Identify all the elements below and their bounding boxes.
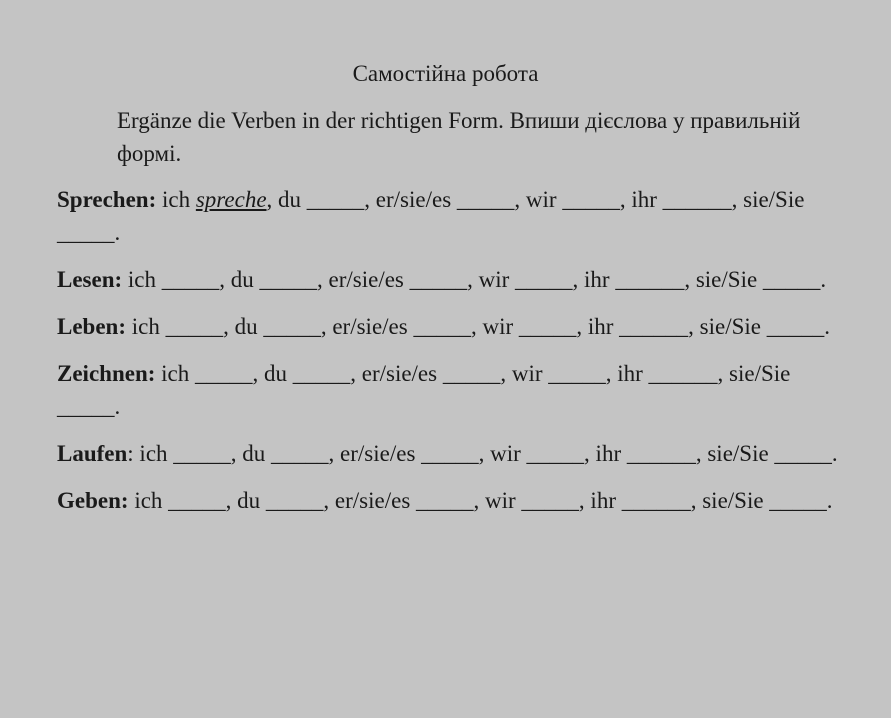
example-answer: spreche	[195, 187, 267, 212]
worksheet-title: Самостійна робота	[352, 61, 539, 86]
ich-prefix: ich	[156, 187, 196, 212]
verb-label: Zeichnen:	[57, 361, 156, 386]
conjugation-blanks: ich _____, du _____, er/sie/es _____, wir _____, ihr ______, sie/Sie _____.	[122, 267, 827, 292]
instruction-text: Ergänze die Verben in der richtigen Form. Впиши дієслова у правильній формі.	[117, 108, 801, 166]
verb-label: Laufen	[57, 441, 128, 466]
conjugation-blanks: ich _____, du _____, er/sie/es _____, wir _____, ihr ______, sie/Sie _____.	[126, 314, 830, 339]
conjugation-blanks: : ich _____, du _____, er/sie/es _____, wir _____, ihr ______, sie/Sie _____.	[127, 441, 838, 466]
exercise-item-lesen	[57, 263, 857, 296]
conjugation-blanks: ich _____, du _____, er/sie/es _____, wir _____, ihr ______, sie/Sie _____.	[57, 361, 791, 419]
exercise-item-leben	[57, 310, 857, 343]
exercise-item-zeichnen	[57, 357, 857, 423]
verb-label: Leben:	[57, 314, 126, 339]
conjugation-blanks: , du _____, er/sie/es _____, wir _____, ihr ______, sie/Sie _____.	[57, 187, 805, 245]
exercise-item-geben	[57, 484, 857, 517]
verb-label: Sprechen:	[57, 187, 157, 212]
exercise-item-sprechen	[57, 183, 857, 249]
verb-label: Lesen:	[57, 267, 123, 292]
verb-label: Geben:	[57, 488, 129, 513]
exercise-list	[57, 183, 857, 531]
exercise-item-laufen	[57, 437, 857, 470]
conjugation-blanks: ich _____, du _____, er/sie/es _____, wir _____, ihr ______, sie/Sie _____.	[128, 488, 833, 513]
